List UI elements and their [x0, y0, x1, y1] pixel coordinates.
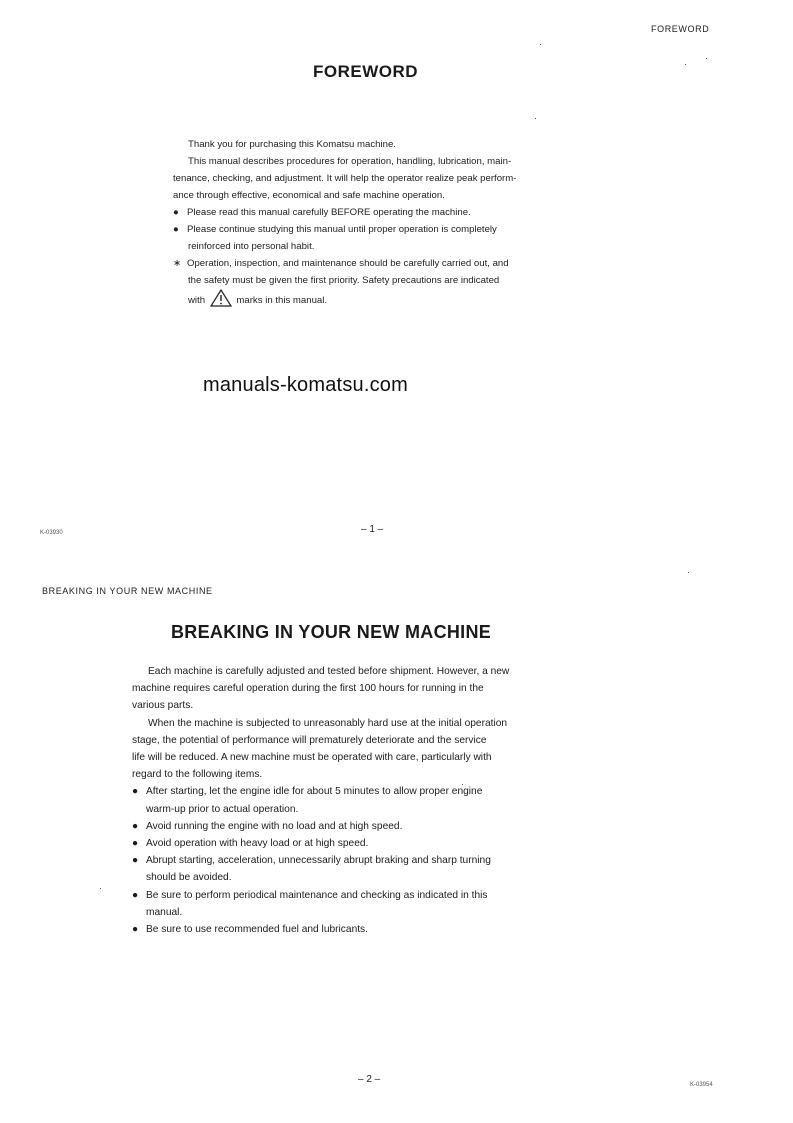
- foreword-bullet-item: ● Please continue studying this manual until proper operation is completely: [173, 221, 516, 238]
- breaking-in-item: ● Avoid running the engine with no load and at high speed.: [132, 818, 509, 835]
- foreword-bullet-continuation: reinforced into personal habit.: [188, 241, 315, 252]
- breaking-in-item-continuation: should be avoided.: [146, 872, 232, 884]
- scan-speck: [100, 888, 101, 889]
- breaking-in-para-line: machine requires careful operation during the first 100 hours for running in the: [132, 683, 484, 695]
- breaking-in-para-line: When the machine is subjected to unreasonably hard use at the initial operation: [148, 717, 508, 729]
- bullet-icon: ●: [173, 224, 179, 235]
- breaking-in-para-line: stage, the potential of performance will prematurely deteriorate and the service: [132, 734, 487, 746]
- scan-speck: [685, 64, 686, 65]
- foreword-intro-line: This manual describes procedures for operation, handling, lubrication, main-: [188, 156, 512, 167]
- safety-warning-icon: [210, 289, 232, 313]
- breaking-in-para-line: life will be reduced. A new machine must be operated with care, particularly with: [132, 752, 492, 764]
- foreword-note-last-line: with marks in this manual.: [188, 289, 516, 313]
- breaking-in-item: ● Be sure to perform periodical maintenance and checking as indicated in this: [132, 887, 509, 904]
- watermark-url: manuals-komatsu.com: [203, 374, 408, 396]
- scan-speck: [462, 784, 463, 785]
- page-number: – 2 –: [358, 1074, 381, 1085]
- bullet-icon: ●: [132, 820, 139, 832]
- breaking-in-item-continuation: warm-up prior to actual operation.: [146, 803, 299, 815]
- breaking-in-item-continuation: manual.: [146, 906, 183, 918]
- bullet-icon: ●: [132, 786, 139, 798]
- breaking-in-item: ● Be sure to use recommended fuel and lubricants.: [132, 921, 509, 938]
- breaking-in-para-line: regard to the following items.: [132, 769, 263, 781]
- running-header-foreword: FOREWORD: [651, 24, 710, 34]
- breaking-in-para-line: Each machine is carefully adjusted and tested before shipment. However, a new: [148, 666, 510, 677]
- foreword-bullet-item: ● Please read this manual carefully BEFORE operating the machine.: [173, 204, 516, 221]
- foreword-intro-line: tenance, checking, and adjustment. It will help the operator realize peak perform-: [173, 173, 517, 184]
- scan-speck: [540, 44, 541, 45]
- scan-speck: [688, 572, 689, 573]
- asterisk-icon: ∗: [173, 258, 182, 269]
- bullet-icon: ●: [173, 207, 179, 218]
- page-number: – 1 –: [361, 524, 384, 535]
- breaking-in-item: ● Abrupt starting, acceleration, unnecessarily abrupt braking and sharp turning: [132, 852, 509, 869]
- breaking-in-item: ● After starting, let the engine idle for about 5 minutes to allow proper engine: [132, 783, 509, 800]
- breaking-in-title: BREAKING IN YOUR NEW MACHINE: [171, 622, 492, 642]
- bullet-icon: ●: [132, 889, 139, 901]
- scan-speck: [535, 118, 536, 119]
- breaking-in-body: [132, 663, 509, 938]
- bullet-icon: ●: [132, 855, 139, 867]
- bullet-icon: ●: [132, 924, 139, 936]
- foreword-note-item: ∗ Operation, inspection, and maintenance should be carefully carried out, and: [173, 255, 516, 272]
- foreword-title: FOREWORD: [313, 62, 419, 81]
- foreword-note-continuation: the safety must be given the first priority. Safety precautions are indicated: [188, 275, 500, 286]
- breaking-in-item: ● Avoid operation with heavy load or at high speed.: [132, 835, 509, 852]
- foreword-intro-line: ance through effective, economical and safe machine operation.: [173, 190, 445, 201]
- foreword-intro-line: Thank you for purchasing this Komatsu machine.: [188, 139, 396, 150]
- breaking-in-para-line: various parts.: [132, 700, 194, 712]
- running-header-breaking-in: BREAKING IN YOUR NEW MACHINE: [42, 586, 213, 596]
- bullet-icon: ●: [132, 838, 139, 850]
- scan-speck: [706, 58, 707, 59]
- page-code: K-03930: [40, 530, 63, 536]
- foreword-body: [173, 136, 517, 313]
- page-code: K-03954: [690, 1082, 713, 1088]
